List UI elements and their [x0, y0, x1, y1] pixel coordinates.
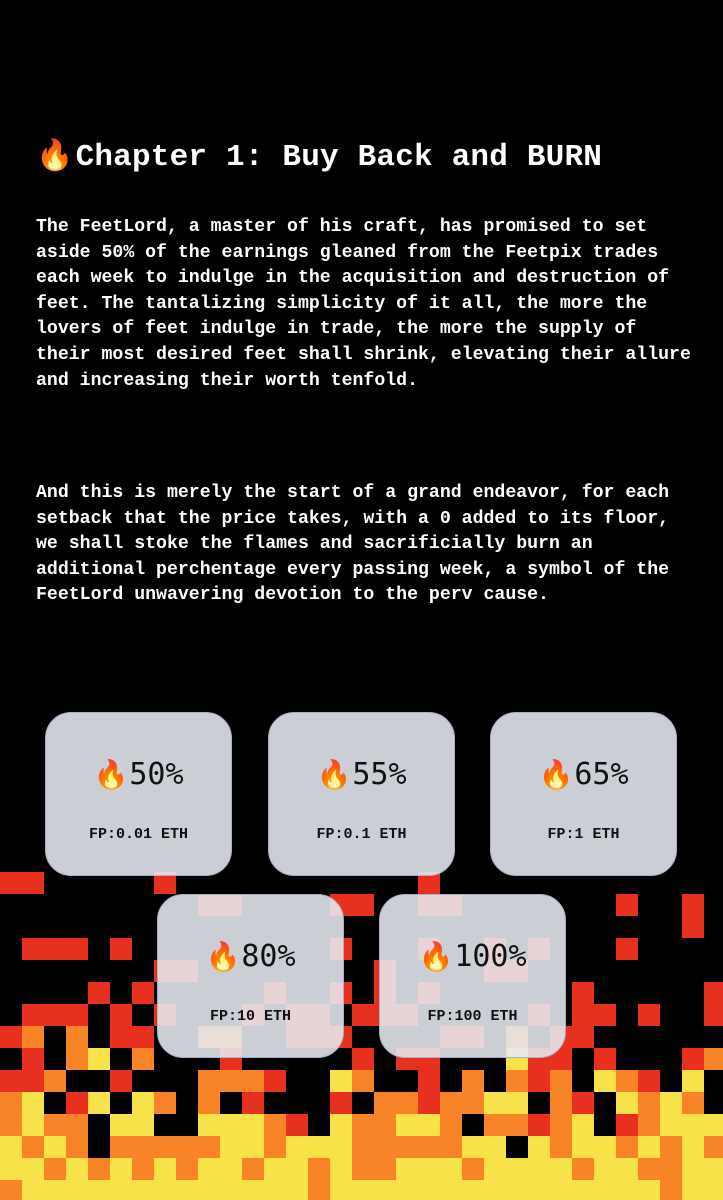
burn-tier-card: [490, 712, 677, 876]
fire-icon: 🔥: [205, 940, 241, 973]
burn-tier-card: [157, 894, 344, 1058]
burn-percent-value: 65%: [574, 757, 629, 792]
fire-icon: 🔥: [316, 758, 352, 791]
endeavor-paragraph: And this is merely the start of a grand endeavor, for each setback that the price takes, with a 0 added to its floor, we shall stoke the flames and sacrificially burn an additional perchentage every passing week, a symbol of the FeetLord unwavering devotion to the perv cause.: [36, 483, 670, 606]
burn-percent: [491, 757, 676, 792]
floor-price: FP:0.1 ETH: [316, 826, 407, 843]
burn-percent-value: 50%: [129, 757, 184, 792]
burn-tier-card: [268, 712, 455, 876]
burn-tier-card: [379, 894, 566, 1058]
burn-percent: [380, 939, 565, 974]
floor-price: FP:10 ETH: [209, 1008, 291, 1025]
fire-icon: 🔥: [538, 758, 574, 791]
intro-paragraph: The FeetLord, a master of his craft, has promised to set aside 50% of the earnings gleaned from the Feetpix trades each week to indulge in the acquisition and destruction of feet. The tantalizing simplicity of it all, the more the lovers of feet indulge in trade, the more the supply of their most desired feet shall shrink, elevating their allure and increasing their worth tenfold.: [36, 217, 691, 391]
chapter-title-text: Chapter 1: Buy Back and BURN: [75, 140, 603, 175]
fire-icon: 🔥: [93, 758, 129, 791]
burn-percent: [269, 757, 454, 792]
burn-percent-value: 100%: [454, 939, 527, 974]
burn-percent-value: 80%: [241, 939, 296, 974]
fire-icon: 🔥: [418, 940, 454, 973]
floor-price: FP:0.01 ETH: [88, 826, 189, 843]
burn-percent: [158, 939, 343, 974]
floor-price: FP:1 ETH: [547, 826, 620, 843]
fire-icon: 🔥: [36, 138, 74, 173]
burn-percent-value: 55%: [352, 757, 407, 792]
burn-tier-card: [45, 712, 232, 876]
floor-price: FP:100 ETH: [427, 1008, 518, 1025]
burn-percent: [46, 757, 231, 792]
